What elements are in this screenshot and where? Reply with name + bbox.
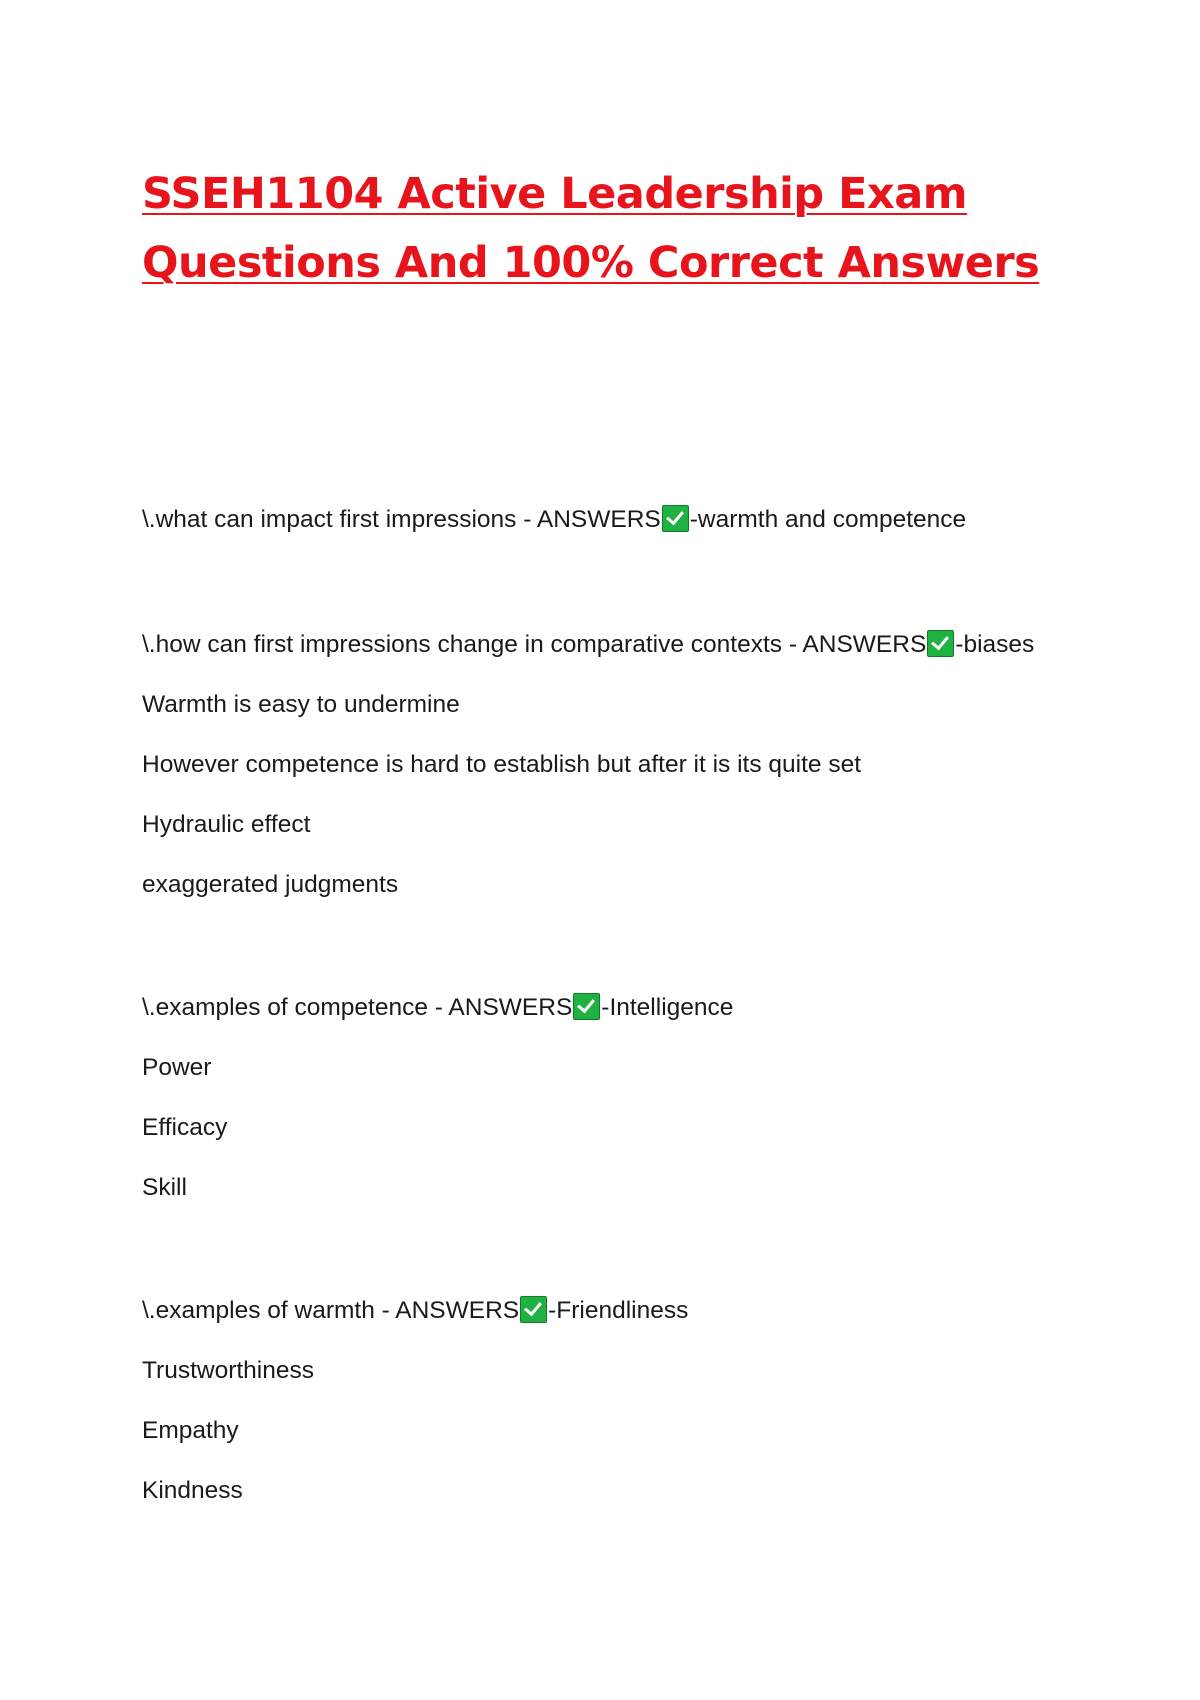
question-text: \.how can first impressions change in comparative contexts - ANSWERS xyxy=(142,631,927,658)
answer-line: Efficacy xyxy=(142,1114,228,1141)
answer-text: -warmth and competence xyxy=(689,506,967,533)
qa-item-3 xyxy=(142,988,1142,1228)
answer-line: Power xyxy=(142,1054,212,1081)
qa-item-2 xyxy=(142,625,1142,925)
question-line xyxy=(142,988,1142,1048)
answer-line: Empathy xyxy=(142,1417,239,1444)
answer-line: Skill xyxy=(142,1174,187,1201)
answer-line: Kindness xyxy=(142,1477,243,1504)
answer-line: Hydraulic effect xyxy=(142,811,311,838)
check-box-icon xyxy=(662,505,689,532)
answer-line: exaggerated judgments xyxy=(142,871,399,898)
answer-text: -biases xyxy=(955,631,1035,658)
question-line xyxy=(142,625,1142,685)
check-box-icon xyxy=(573,993,600,1020)
question-text: \.what can impact first impressions - ANSWERS xyxy=(142,506,661,533)
question-text: \.examples of warmth - ANSWERS xyxy=(142,1297,520,1324)
answer-line: Trustworthiness xyxy=(142,1357,315,1384)
title-line-2: Questions And 100% Correct Answers xyxy=(142,238,1040,288)
answer-line: However competence is hard to establish but after it is its quite set xyxy=(142,751,862,778)
answer-text: -Intelligence xyxy=(601,994,734,1021)
document-title xyxy=(142,160,1102,298)
title-line-1: SSEH1104 Active Leadership Exam xyxy=(142,169,968,219)
check-box-icon xyxy=(927,630,954,657)
answer-line: Warmth is easy to undermine xyxy=(142,691,460,718)
qa-item-1 xyxy=(142,500,1142,560)
qa-item-4 xyxy=(142,1291,1142,1531)
question-text: \.examples of competence - ANSWERS xyxy=(142,994,573,1021)
question-line xyxy=(142,500,1142,560)
question-line xyxy=(142,1291,1142,1351)
check-box-icon xyxy=(520,1296,547,1323)
answer-text: -Friendliness xyxy=(548,1297,689,1324)
